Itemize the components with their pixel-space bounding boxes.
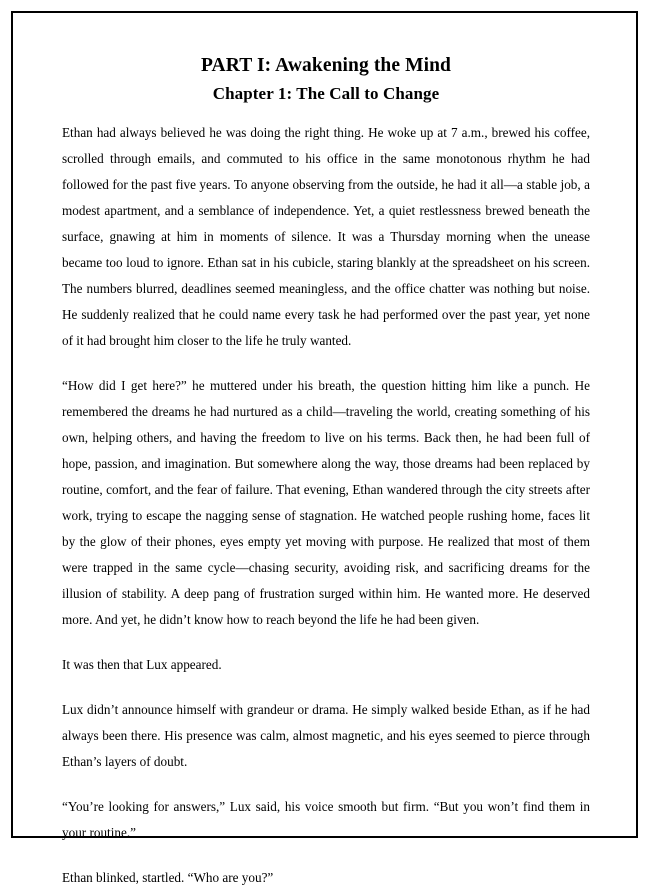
paragraph: Lux didn’t announce himself with grandeur or drama. He simply walked beside Ethan, as if he had always been there. His presence was calm, almost magnetic, and his eyes seemed to pierce through Ethan’s layers of doubt. [62, 701, 590, 769]
paragraph: Ethan blinked, startled. “Who are you?” [62, 869, 274, 885]
heading-block [62, 52, 590, 106]
part-title: PART I: Awakening the Mind [200, 55, 452, 76]
paragraph: It was then that Lux appeared. [62, 656, 222, 672]
paragraph: “How did I get here?” he muttered under his breath, the question hitting him like a punch. He remembered the dreams he had nurtured as a child—traveling the world, creating something of his own, helping others, and having the freedom to live on his terms. Back then, he had been full of hope, passion, and imagination. But somewhere along the way, those dreams had been replaced by routine, comfort, and the fear of failure. That evening, Ethan wandered through the city streets after work, trying to escape the nagging sense of stagnation. He watched people rushing home, faces lit by the glow of their phones, eyes empty yet moving with purpose. He realized that most of them were trapped in the same cycle—chasing security, avoiding risk, and sacrificing dreams for the illusion of stability. A deep pang of frustration surged within him. He wanted more. He deserved more. And yet, he didn’t know how to reach beyond the life he had been given. [62, 377, 590, 627]
paragraph: Ethan had always believed he was doing the right thing. He woke up at 7 a.m., brewed his coffee, scrolled through emails, and commuted to his office in the same monotonous rhythm he had followed for the past five years. To anyone observing from the outside, he had it all—a stable job, a modest apartment, and a semblance of independence. Yet, a quiet restlessness brewed beneath the surface, gnawing at him in moments of silence. It was a Thursday morning when the unease became too loud to ignore. Ethan sat in his cubicle, staring blankly at the spreadsheet on his screen. The numbers blurred, deadlines seemed meaningless, and the office chatter was nothing but noise. He suddenly realized that he could name every task he had performed over the past year, yet none of it had brought him closer to the life he truly wanted. [62, 124, 590, 348]
document-content [62, 52, 590, 891]
paragraph: “You’re looking for answers,” Lux said, his voice smooth but firm. “But you won’t find them in your routine.” [62, 798, 590, 840]
body-text [62, 120, 590, 891]
chapter-title: Chapter 1: The Call to Change [212, 83, 440, 103]
